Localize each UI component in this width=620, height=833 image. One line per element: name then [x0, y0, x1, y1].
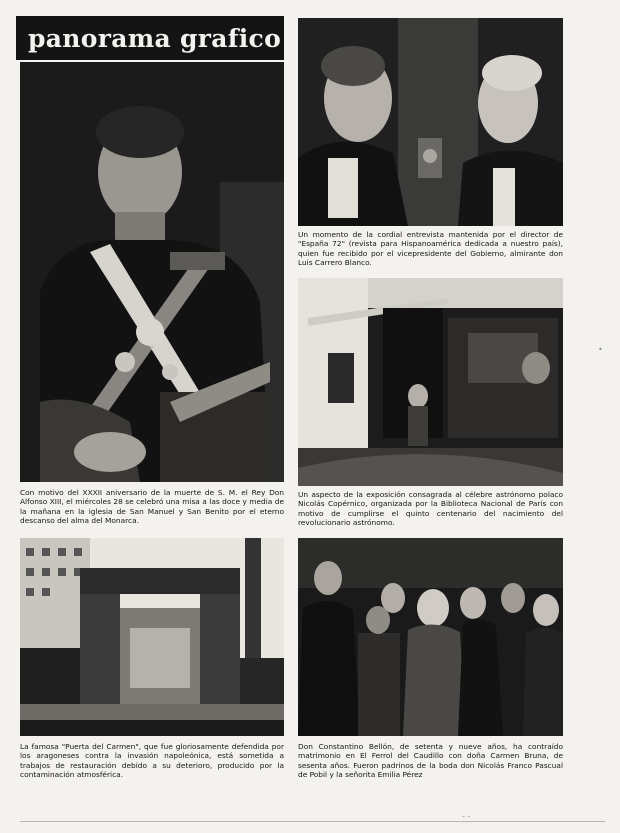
caption-king: Con motivo del XXXII aniversario de la muerte de S. M. el Rey Don Alfonso XIII, el miércoles 28 se celebró una misa a las doce y media de la mañana en la iglesia de San Manuel y San Benito por el eterno descanso del alma del Monarca. — [20, 488, 284, 525]
bottom-divider — [20, 821, 605, 822]
section-header — [16, 16, 284, 60]
exhibition-image — [298, 278, 563, 486]
bottom-hyphen-mark: ‐ ‐ — [462, 812, 471, 821]
caption-wedding: Don Constantino Bellón, de setenta y nueve años, ha contraído matrimonio en El Ferrol del Caudillo con doña Carmen Bruna, de sesenta años. Fueron padrinos de la boda don Nicolás Franco Pascual de Pobil y la señorita Emilia Pérez — [298, 742, 563, 779]
photo-king-portrait — [20, 62, 284, 482]
photo-exhibition — [298, 278, 563, 486]
caption-exhibition: Un aspecto de la exposición consagrada al célebre astrónomo polaco Nicolás Copérnico, organizada por la Biblioteca Nacional de París con motivo de cumplirse el quinto centenario del nacimiento del revolucionario astrónomo. — [298, 490, 563, 527]
margin-ornament: • — [598, 345, 603, 354]
section-title: panorama grafico — [28, 23, 282, 53]
caption-meeting: Un momento de la cordial entrevista mantenida por el director de "España 72" (revista para Hispanoamérica dedicada a nuestro país), quien fue recibido por el vicepresidente del Gobierno, almirante don Luis Carrero Blanco. — [298, 230, 563, 267]
meeting-image — [298, 18, 563, 226]
king-portrait-image — [20, 62, 284, 482]
photo-puerta-del-carmen — [20, 538, 284, 736]
photo-meeting — [298, 18, 563, 226]
photo-wedding — [298, 538, 563, 736]
caption-puerta-del-carmen: La famosa "Puerta del Carmen", que fue gloriosamente defendida por los aragoneses contra la invasión napoleónica, está sometida a trabajos de restauración debido a su deterioro, producido por la contaminación atmosférica. — [20, 742, 284, 779]
wedding-image — [298, 538, 563, 736]
puerta-del-carmen-image — [20, 538, 284, 736]
